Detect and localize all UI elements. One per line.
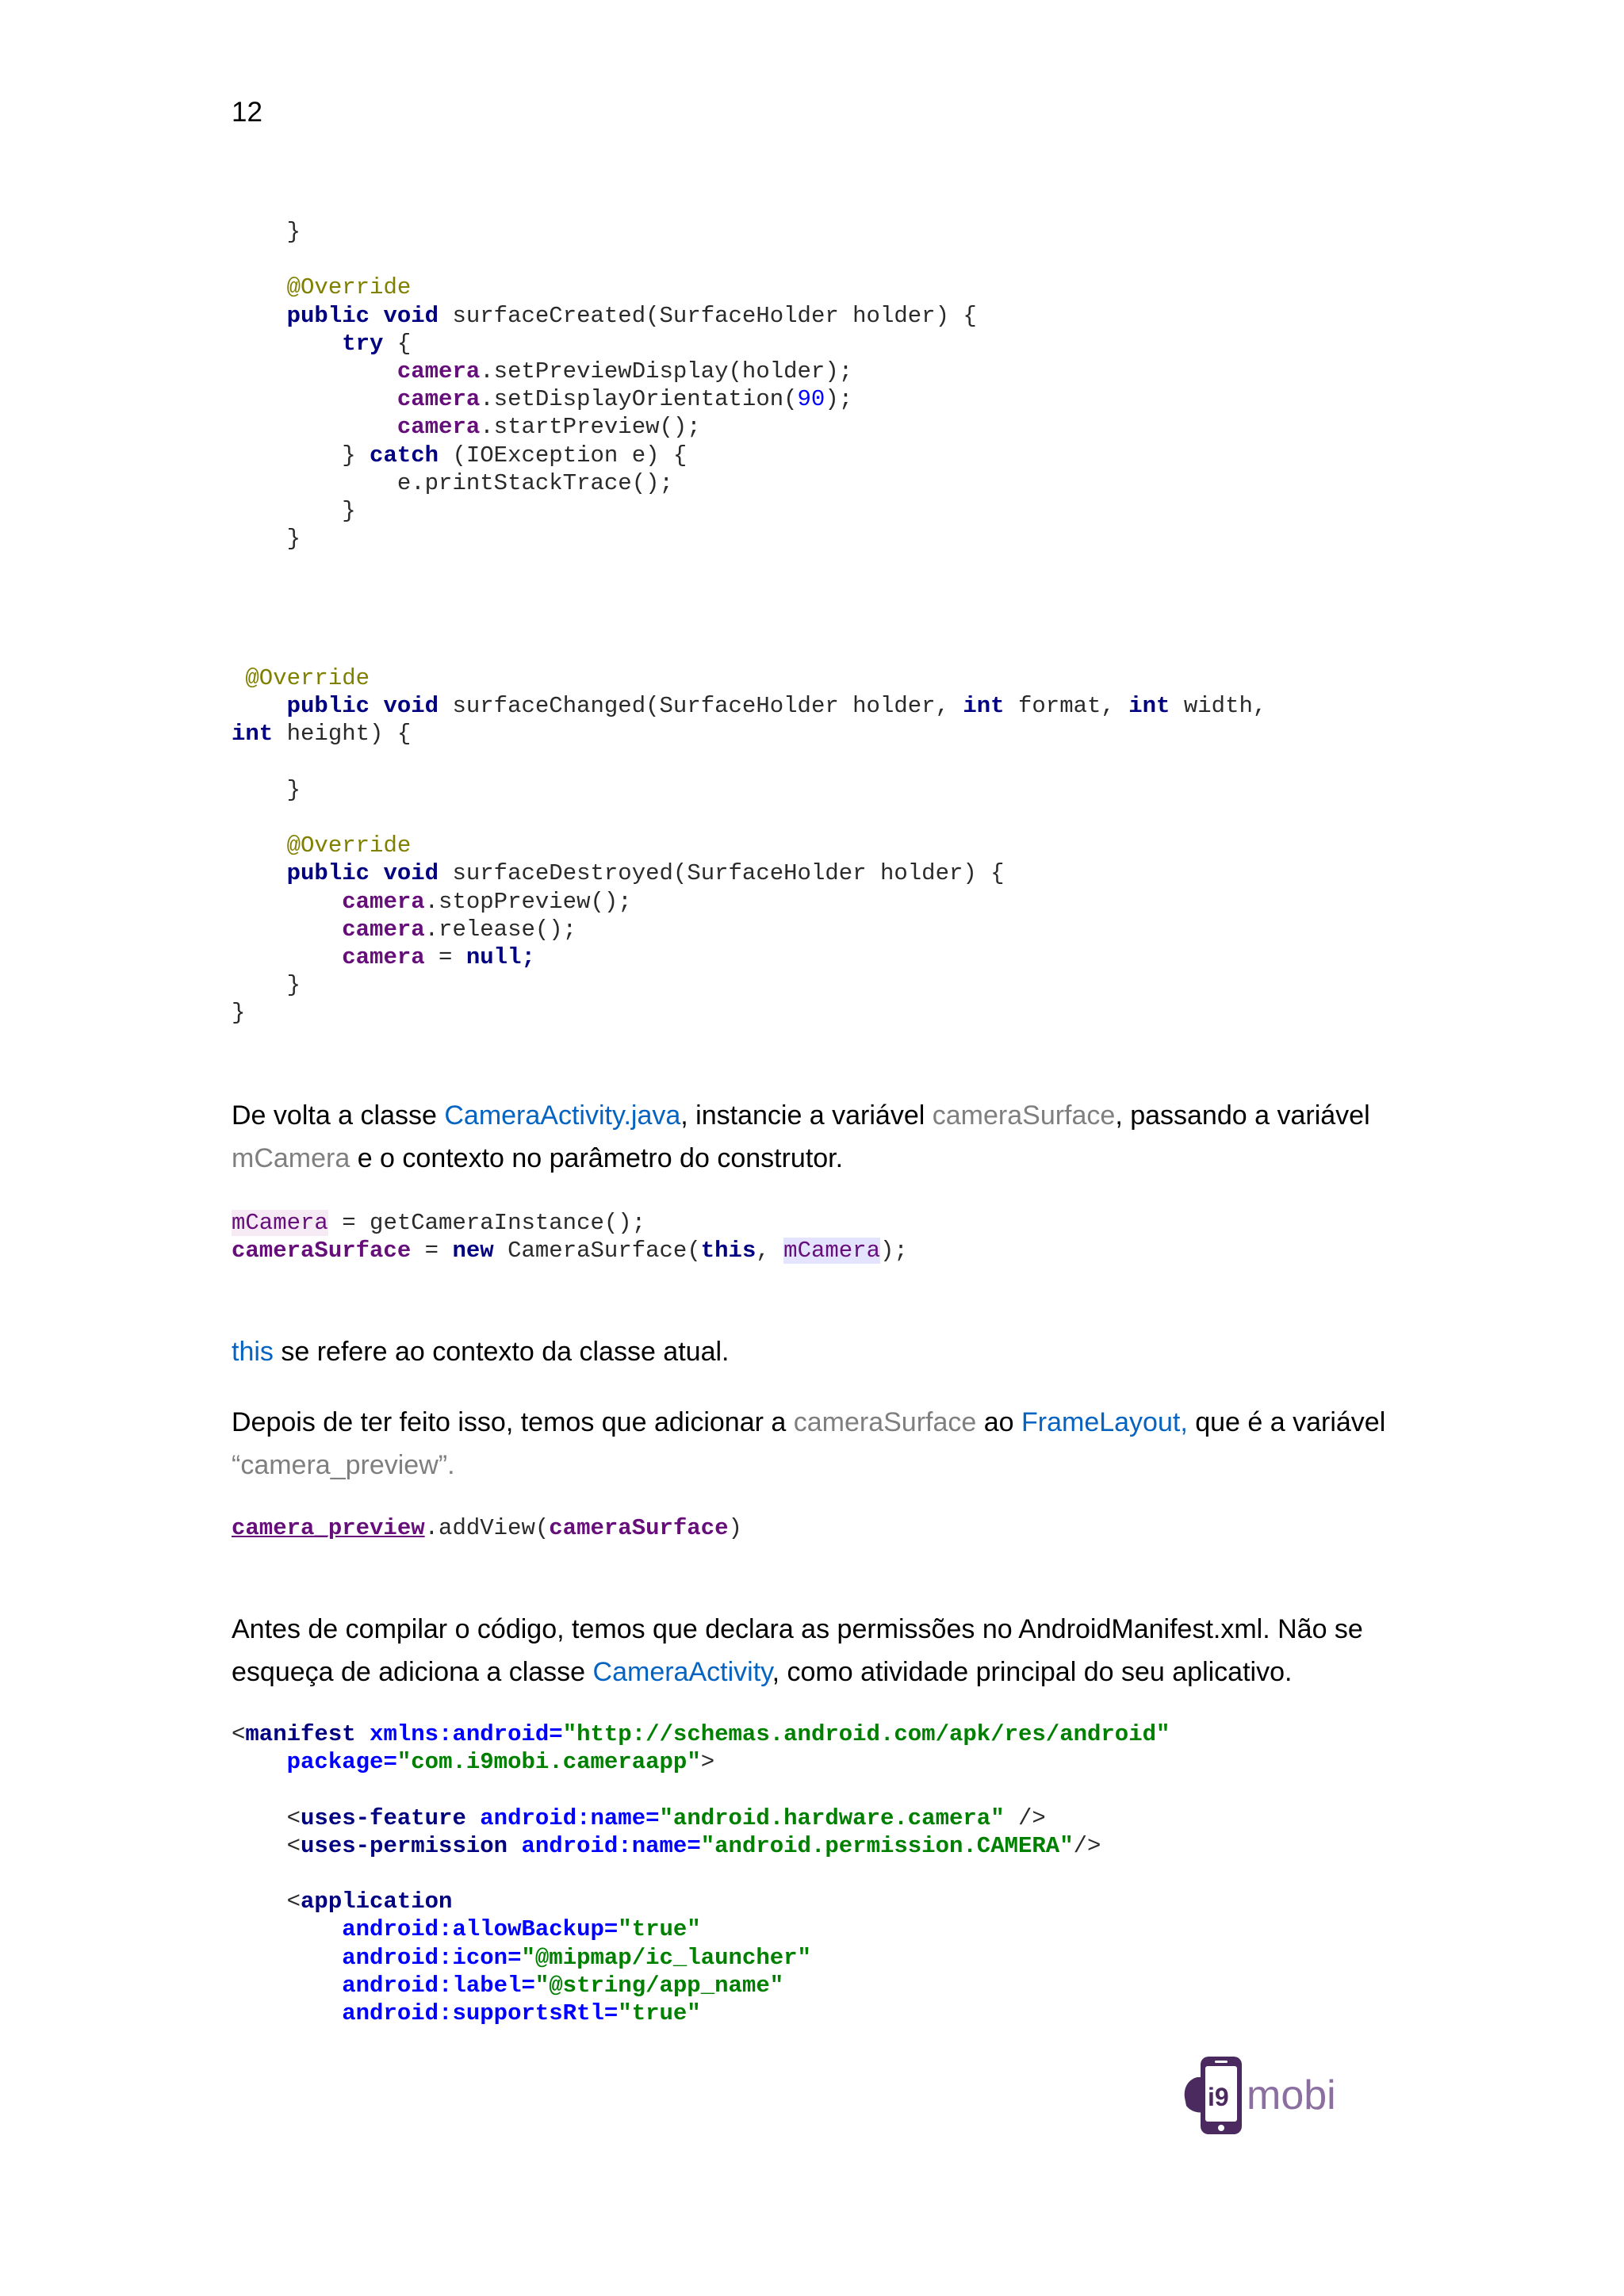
code-text: CameraSurface( bbox=[493, 1238, 701, 1265]
code-text: ) bbox=[728, 1515, 742, 1541]
code-block-surface-changed bbox=[232, 664, 1266, 1027]
code-text: = bbox=[424, 944, 466, 971]
code-keyword: public void bbox=[286, 693, 439, 720]
code-annotation: @Override bbox=[286, 274, 412, 301]
code-block-add-view bbox=[232, 1514, 742, 1542]
i9mobi-logo-graphic bbox=[1180, 2052, 1370, 2139]
link-camera-activity-java[interactable]: CameraActivity.java bbox=[444, 1100, 681, 1131]
code-text: < bbox=[286, 1804, 301, 1831]
text: se refere ao contexto da classe atual. bbox=[273, 1337, 730, 1367]
code-text: ); bbox=[825, 386, 853, 413]
code-text: .release(); bbox=[424, 916, 577, 943]
code-text: /> bbox=[1073, 1832, 1101, 1859]
code-block-manifest bbox=[232, 1720, 1170, 2027]
xml-tag: application bbox=[301, 1888, 453, 1915]
xml-value: "http://schemas.android.com/apk/res/android" bbox=[562, 1721, 1170, 1747]
code-text: surfaceCreated(SurfaceHolder holder) { bbox=[439, 302, 977, 329]
code-text: { bbox=[383, 330, 412, 357]
link-this[interactable]: this bbox=[232, 1337, 274, 1367]
text: , instancie a variável bbox=[680, 1100, 933, 1131]
code-field: camera bbox=[396, 414, 481, 441]
paragraph-camera-activity bbox=[232, 1094, 1389, 1180]
code-text: .setDisplayOrientation( bbox=[480, 386, 798, 413]
xml-value: "true" bbox=[618, 2000, 701, 2027]
code-text: surfaceChanged(SurfaceHolder holder, bbox=[439, 693, 963, 720]
xml-value: "com.i9mobi.cameraapp" bbox=[396, 1749, 701, 1776]
code-text: width, bbox=[1170, 693, 1267, 720]
code-line: } bbox=[232, 219, 301, 245]
paragraph-manifest bbox=[232, 1608, 1389, 1693]
code-number: 90 bbox=[797, 386, 825, 413]
code-brace: } bbox=[286, 972, 301, 999]
code-variable: mCamera bbox=[232, 1210, 328, 1236]
xml-value: "@string/app_name" bbox=[534, 1972, 784, 1999]
text: ao bbox=[976, 1407, 1021, 1437]
code-text: .stopPreview(); bbox=[424, 888, 632, 915]
code-text: = getCameraInstance(); bbox=[327, 1210, 646, 1236]
phone-speaker bbox=[1215, 2061, 1228, 2063]
xml-value: "android.hardware.camera" bbox=[659, 1804, 1005, 1831]
code-text: surfaceDestroyed(SurfaceHolder holder) { bbox=[439, 860, 1005, 887]
xml-value: "@mipmap/ic_launcher" bbox=[521, 1944, 811, 1971]
i9mobi-logo bbox=[1180, 2052, 1370, 2139]
code-keyword: int bbox=[232, 721, 274, 748]
page-number: 12 bbox=[232, 97, 262, 128]
xml-attr: android:allowBackup= bbox=[342, 1916, 619, 1943]
paragraph-this-context bbox=[232, 1330, 1389, 1373]
code-ref: mCamera bbox=[232, 1143, 350, 1173]
text: que é a variável bbox=[1187, 1407, 1386, 1437]
code-field: camera bbox=[396, 358, 481, 385]
xml-attr: android:icon= bbox=[342, 1944, 522, 1971]
code-field: camera bbox=[396, 386, 481, 413]
link-framelayout[interactable]: FrameLayout, bbox=[1021, 1407, 1188, 1437]
code-brace: } bbox=[342, 498, 356, 525]
code-text: > bbox=[700, 1749, 715, 1776]
code-ref: cameraSurface bbox=[932, 1100, 1116, 1131]
code-keyword: this bbox=[700, 1238, 756, 1265]
xml-tag: uses-feature bbox=[301, 1804, 466, 1831]
code-annotation: @Override bbox=[245, 665, 370, 691]
code-field: camera_preview bbox=[232, 1515, 425, 1541]
code-ref: cameraSurface bbox=[793, 1407, 977, 1437]
paragraph-add-view bbox=[232, 1401, 1389, 1487]
code-field: camera bbox=[342, 916, 425, 943]
code-text: < bbox=[286, 1888, 301, 1915]
logo-text: mobi bbox=[1247, 2072, 1336, 2118]
code-text: ; bbox=[521, 944, 535, 971]
code-text: } bbox=[342, 442, 370, 469]
code-text: /> bbox=[1004, 1804, 1046, 1831]
xml-value: "android.permission.CAMERA" bbox=[700, 1832, 1074, 1859]
code-text: = bbox=[411, 1238, 453, 1265]
code-annotation: @Override bbox=[286, 832, 412, 859]
code-variable: mCamera bbox=[783, 1238, 880, 1265]
code-keyword: public void bbox=[286, 860, 439, 887]
code-text: .addView( bbox=[424, 1515, 550, 1541]
code-keyword: try bbox=[342, 330, 384, 357]
code-text: ); bbox=[880, 1238, 908, 1265]
code-keyword: catch bbox=[370, 442, 439, 469]
code-text: e.printStackTrace(); bbox=[396, 469, 673, 496]
code-field: camera bbox=[342, 888, 425, 915]
code-text: format, bbox=[1004, 693, 1129, 720]
code-keyword: null bbox=[465, 944, 522, 971]
code-field: cameraSurface bbox=[232, 1238, 412, 1265]
code-brace: } bbox=[286, 776, 301, 803]
code-text: , bbox=[756, 1238, 784, 1265]
text: e o contexto no parâmetro do construtor. bbox=[350, 1143, 844, 1173]
code-field: cameraSurface bbox=[549, 1515, 729, 1541]
xml-tag: uses-permission bbox=[301, 1832, 508, 1859]
code-text: < bbox=[232, 1721, 246, 1747]
code-keyword: public void bbox=[286, 302, 439, 329]
text: , passando a variável bbox=[1115, 1100, 1370, 1131]
code-text: height) { bbox=[273, 721, 412, 748]
code-block-instantiate bbox=[232, 1209, 908, 1265]
text: Depois de ter feito isso, temos que adicionar a bbox=[232, 1407, 794, 1437]
xml-attr: android:supportsRtl= bbox=[342, 2000, 619, 2027]
xml-attr: android:name= bbox=[480, 1804, 660, 1831]
text: De volta a classe bbox=[232, 1100, 445, 1131]
text: Antes de compilar o código, temos que declara as permissões no AndroidManifest.xml. Não se esqueça de adiciona a classe bbox=[232, 1614, 1363, 1687]
link-camera-activity[interactable]: CameraActivity bbox=[592, 1657, 772, 1687]
code-text: (IOException e) { bbox=[439, 442, 688, 469]
phone-button bbox=[1218, 2125, 1224, 2131]
code-block-surface-created bbox=[232, 218, 977, 553]
code-keyword: int bbox=[963, 693, 1005, 720]
code-text: .setPreviewDisplay(holder); bbox=[480, 358, 853, 385]
text: , como atividade principal do seu aplicativo. bbox=[772, 1657, 1293, 1687]
xml-value: "true" bbox=[618, 1916, 701, 1943]
code-brace: } bbox=[286, 526, 301, 553]
code-text: < bbox=[286, 1832, 301, 1859]
code-ref: “camera_preview”. bbox=[232, 1450, 455, 1480]
xml-attr: android:label= bbox=[342, 1972, 535, 1999]
logo-prefix: i9 bbox=[1208, 2083, 1229, 2111]
xml-attr: package= bbox=[286, 1749, 397, 1776]
xml-attr: android:name= bbox=[521, 1832, 701, 1859]
xml-attr: xmlns:android= bbox=[370, 1721, 563, 1747]
code-keyword: int bbox=[1128, 693, 1170, 720]
code-brace: } bbox=[232, 1000, 246, 1027]
code-text: .startPreview(); bbox=[480, 414, 701, 441]
code-field: camera bbox=[342, 944, 425, 971]
code-keyword: new bbox=[452, 1238, 494, 1265]
xml-tag: manifest bbox=[245, 1721, 356, 1747]
